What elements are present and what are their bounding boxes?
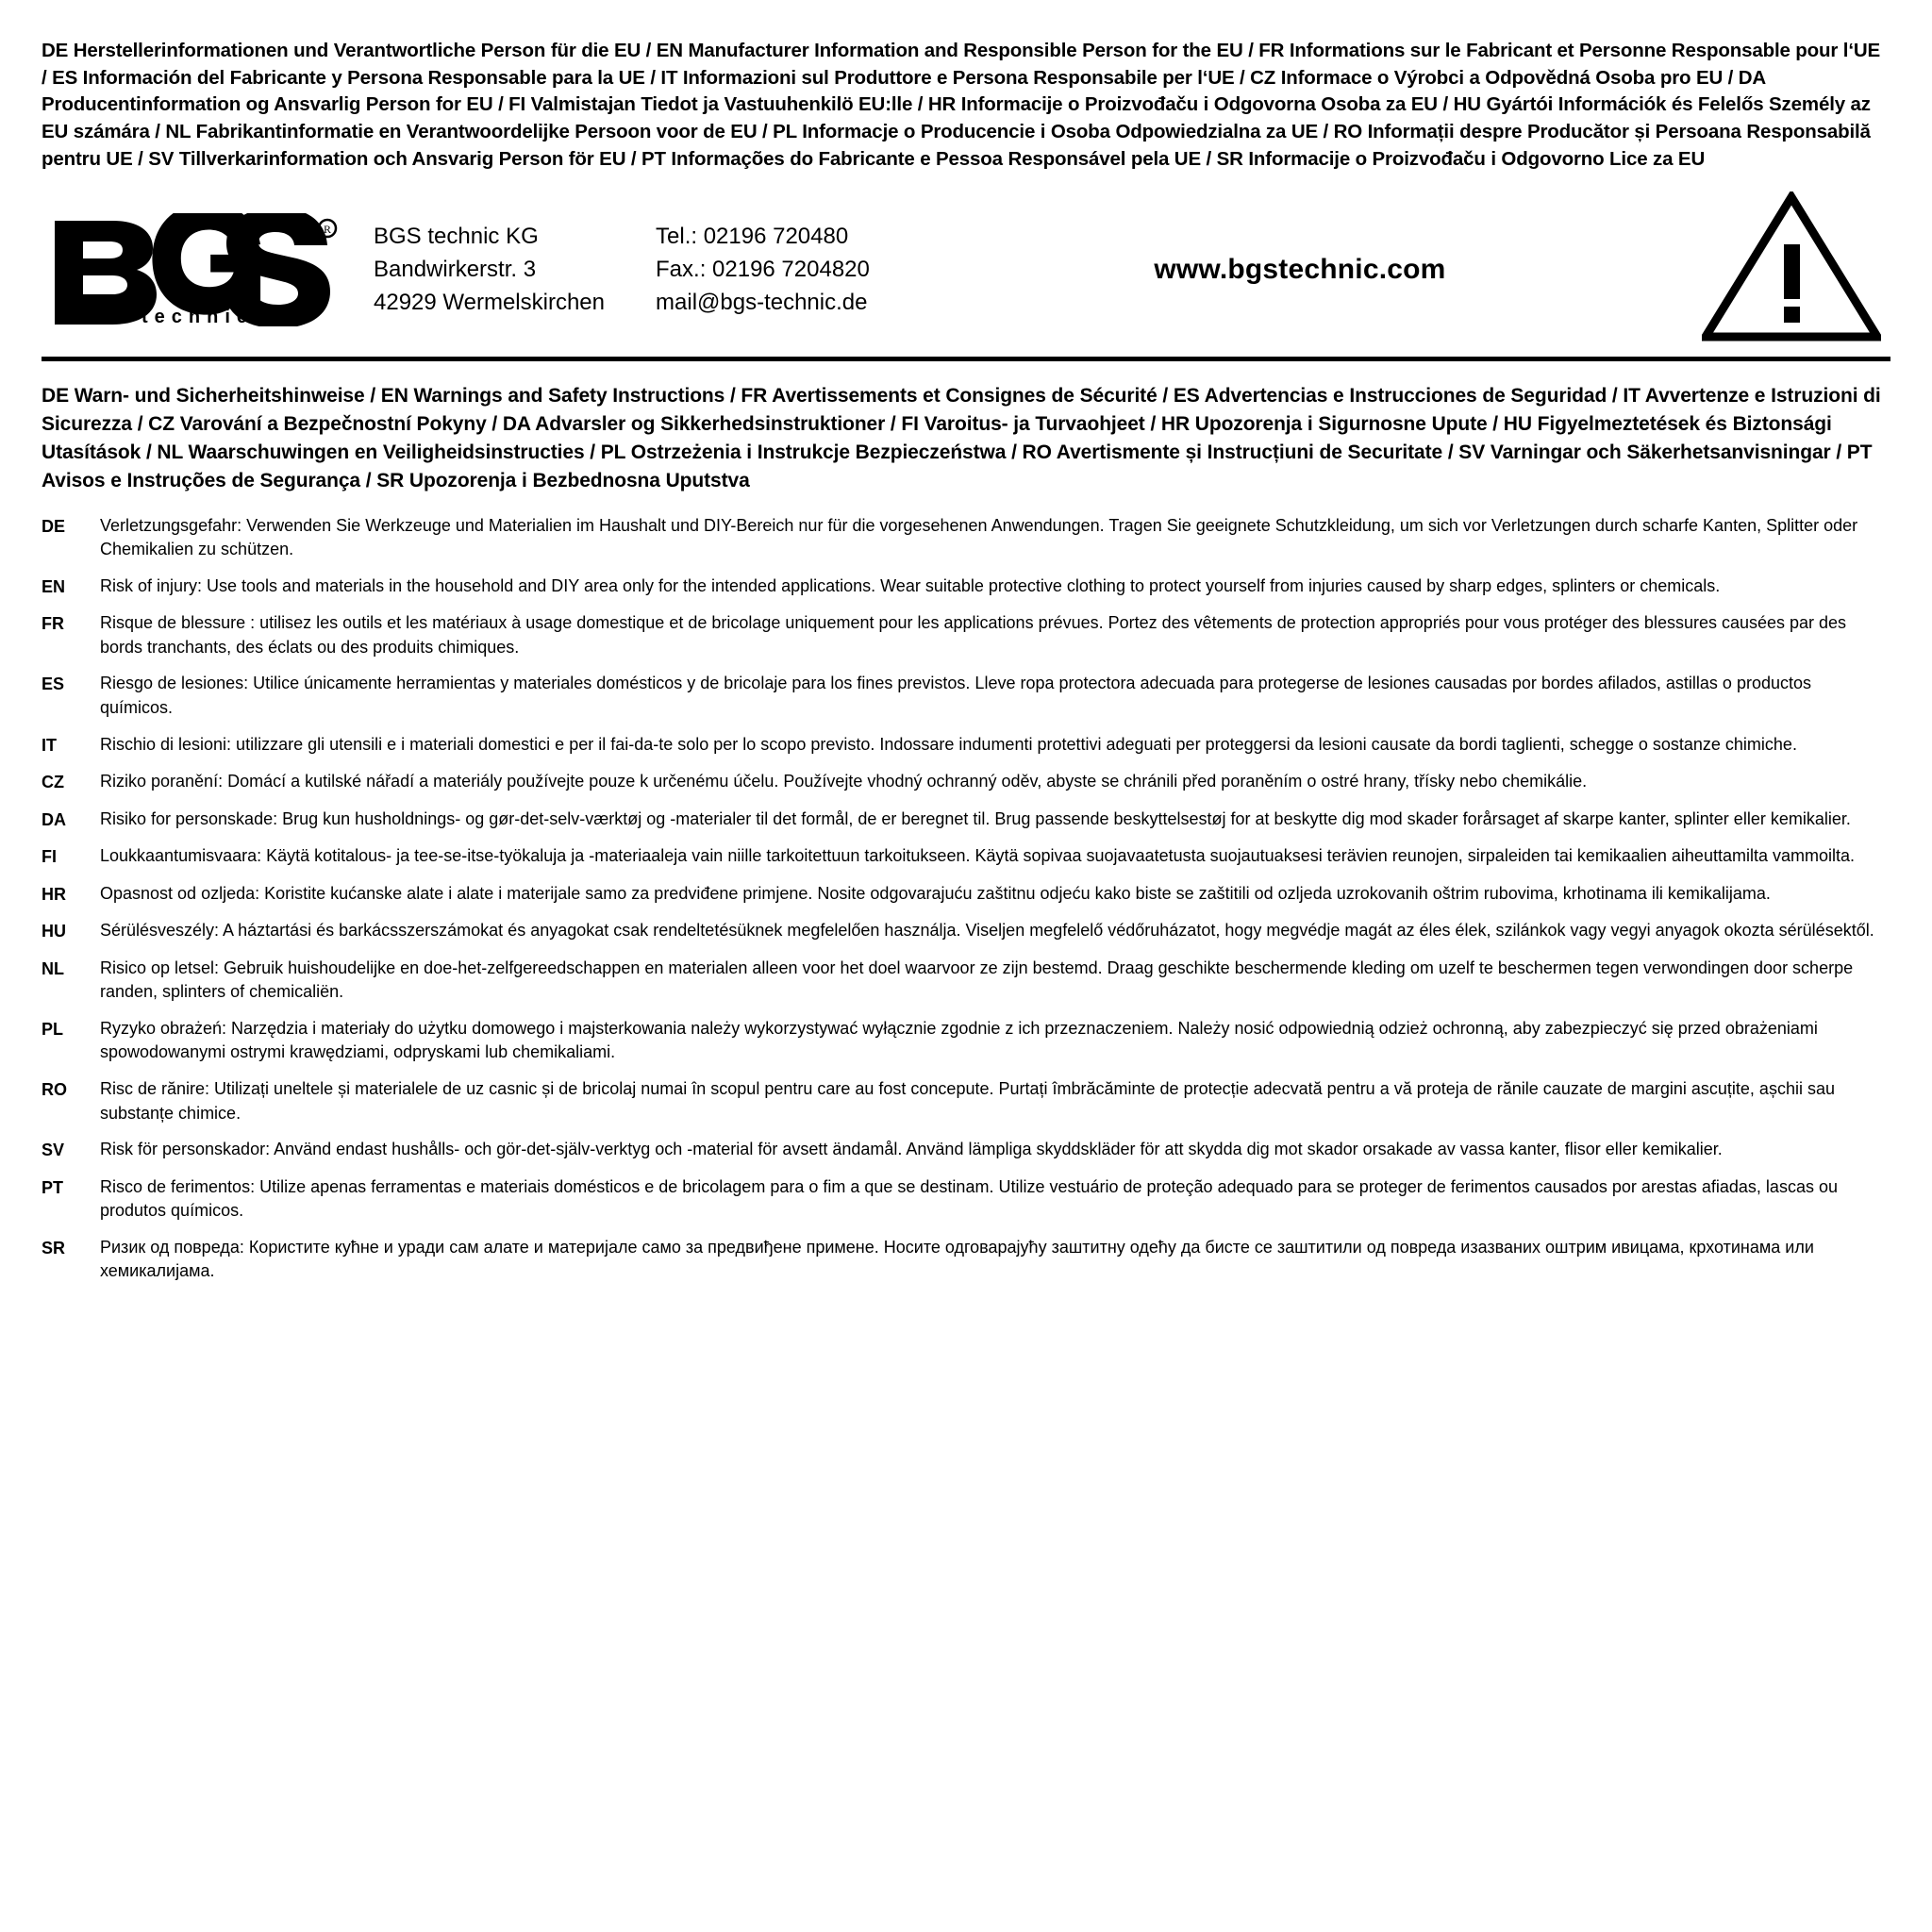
document-title: DE Herstellerinformationen und Verantwortliche Person für die EU / EN Manufacturer Information and Responsible Person for the EU / FR Informations sur le Fabricant et Personne Responsable pour l‘UE / ES Información del Fabricante y Persona Responsable para la UE / IT Informazioni sul Produttore e Persona Responsabile per l‘UE / CZ Informace o Výrobci a Odpovědná Osoba pro EU / DA Producentinformation og Ansvarlig Person for EU / FI Valmistajan Tiedot ja Vastuuhenkilö EU:lle / HR Informacije o Proizvođaču i Odgovorna Osoba za EU / HU Gyártói Információk és Felelős Személy az EU számára / NL Fabrikantinformatie en Verantwoordelijke Persoon voor de EU / PL Informacje o Producencie i Osoba Odpowiedzialna za UE / RO Informații despre Producător și Persoana Responsabilă pentru UE / SV Tillverkarinformation och Ansvarig Person för EU / PT Informações do Fabricante e Pessoa Responsável pela UE / SR Informacije o Proizvođaču i Odgovorno Lice za EU: [42, 40, 1881, 170]
list-item: [42, 1077, 1890, 1125]
list-item: [42, 808, 1890, 833]
list-item: [42, 882, 1890, 908]
language-code: PL: [42, 1019, 64, 1039]
list-item: [42, 1017, 1890, 1065]
language-code: EN: [42, 576, 66, 596]
list-item: [42, 1175, 1890, 1224]
company-name: BGS technic KG: [374, 224, 539, 250]
list-item: [42, 1138, 1890, 1163]
instructions-list: [42, 514, 1890, 1284]
warnings-heading: DE Warn- und Sicherheitshinweise / EN Warnings and Safety Instructions / FR Avertissements et Consignes de Sécurité / ES Advertencias e Instrucciones de Seguridad / IT Avvertenze e Istruzioni di Sicurezza / CZ Varování a Bezpečnostní Pokyny / DA Advarsler og Sikkerhedsinstruktioner / FI Varoitus- ja Turvaohjeet / HR Upozorenja i Sigurnosne Upute / HU Figyelmeztetések és Biztonsági Utasítások / NL Waarschuwingen en Veiligheidsinstructies / PL Ostrzeżenia i Instrukcje Bezpieczeństwa / RO Avertismente și Instrucțiuni de Securitate / SV Varningar och Säkerhetsanvisningar / PT Avisos e Instruções de Segurança / SR Upozorenja i Bezbednosna Uputstva: [42, 385, 1881, 491]
language-text: Rischio di lesioni: utilizzare gli utensili e i materiali domestici e per il fai-da-te solo per lo scopo previsto. Indossare indumenti protettivi adeguati per proteggersi da lesioni causate da bordi taglienti, schegge o sostanze chimiche.: [100, 734, 1797, 754]
language-text: Ryzyko obrażeń: Narzędzia i materiały do użytku domowego i majsterkowania należy wykorzystywać wyłącznie zgodnie z ich przeznaczeniem. Należy nosić odpowiednią odzież ochronną, aby zabezpieczyć się przed obrażeniami spowodowanymi ostrymi krawędziami, odpryskami lub chemikaliami.: [100, 1018, 1818, 1062]
language-text: Risk of injury: Use tools and materials in the household and DIY area only for the intended applications. Wear suitable protective clothing to protect yourself from injuries caused by sharp edges, splinters or chemicals.: [100, 575, 1721, 595]
language-text: Risque de blessure : utilisez les outils et les matériaux à usage domestique et de bricolage uniquement pour les applications prévues. Portez des vêtements de protection appropriés pour vous protéger des blessures causées par des bords tranchants, des éclats ou des produits chimiques.: [100, 613, 1847, 657]
language-text: Loukkaantumisvaara: Käytä kotitalous- ja tee-se-itse-työkaluja ja -materiaaleja vain niille tarkoitettuun tarkoitukseen. Käytä sopivaa suojavaatetusta suojautuaksesi terävien reunojen, sirpaleiden tai kemikaalien aiheuttamilta vammoilta.: [100, 846, 1855, 866]
language-text: Sérülésveszély: A háztartási és barkácsszerszámokat és anyagokat csak rendeltetésüknek megfelelően használja. Viseljen megfelelő védőruházatot, hogy megvédje magát az éles élek, szilánkok vagy vegyi anyagok okozta sérülésektől.: [100, 921, 1874, 941]
language-code: FR: [42, 614, 64, 634]
svg-text:technic: technic: [142, 306, 255, 326]
language-text: Risk för personskador: Använd endast hushålls- och gör-det-själv-verktyg och -material för avsett ändamål. Använd lämpliga skyddskläder för att skydda dig mot skador orsakade av vassa kanter, flisor eller kemikalier.: [100, 1140, 1723, 1159]
list-item: [42, 514, 1890, 562]
company-street: Bandwirkerstr. 3: [374, 257, 537, 283]
list-item: [42, 844, 1890, 870]
language-code: DE: [42, 516, 66, 536]
svg-text:R: R: [323, 222, 332, 236]
language-text: Risiko for personskade: Brug kun husholdnings- og gør-det-selv-værktøj og -materialer til det formål, de er beregnet til. Brug passende beskyttelsestøj for at beskytte dig mod skader forårsaget af skarpe kanter, splinter eller kemikalier.: [100, 808, 1851, 828]
language-text: Riesgo de lesiones: Utilice únicamente herramientas y materiales domésticos y de bricolaje para los fines previstos. Lleve ropa protectora adecuada para protegerse de lesiones causadas por bordes afilados, astillas o productos químicos.: [100, 674, 1811, 717]
bgs-logo: [42, 213, 358, 326]
list-item: [42, 919, 1890, 944]
language-code: DA: [42, 809, 66, 829]
language-text: Risco de ferimentos: Utilize apenas ferramentas e materiais domésticos e de bricolagem para o fim a que se destinam. Utilize vestuário de proteção adequado para se proteger de ferimentos causados por arestas afiadas, lascas ou produtos químicos.: [100, 1176, 1838, 1221]
company-fax: Fax.: 02196 7204820: [656, 257, 870, 283]
language-code: CZ: [42, 773, 64, 792]
company-contact: [605, 220, 870, 319]
language-code: PT: [42, 1177, 64, 1197]
company-phone: Tel.: 02196 720480: [656, 224, 849, 250]
language-code: FI: [42, 847, 57, 867]
language-text: Ризик од повреда: Користите кућне и уради сам алате и материјале само за предвиђене примене. Носите одговарајућу заштитну одећу да бисте се заштитили од повреда изазваних оштрим ивицама, крхотинама или хемикалијама.: [100, 1237, 1814, 1281]
warning-triangle-icon: [1702, 192, 1890, 347]
list-item: [42, 733, 1890, 758]
language-text: Risc de rănire: Utilizați uneltele și materialele de uz casnic și de bricolaj numai în scopul pentru care au fost concepute. Purtați îmbrăcăminte de protecție adecvată pentru a vă proteja de rănile cauzate de margini ascuțite, așchii sau substanțe chimice.: [100, 1078, 1835, 1123]
list-item: [42, 1236, 1890, 1284]
company-email[interactable]: mail@bgs-technic.de: [656, 290, 868, 316]
language-text: Opasnost od ozljeda: Koristite kućanske alate i alate i materijale samo za predviđene primjene. Nosite odgovarajuću zaštitnu odjeću kako biste se zaštitili od ozljeda uzrokovanih oštrim rubovima, krhotinama ili kemikalijama.: [100, 883, 1771, 903]
language-text: Riziko poranění: Domácí a kutilské nářadí a materiály používejte pouze k určenému účelu. Používejte vhodný ochranný oděv, abyste se chránili před poraněním o ostré hrany, třísky nebo chemikálie.: [100, 772, 1588, 791]
language-code: SV: [42, 1141, 65, 1160]
language-code: HR: [42, 884, 66, 904]
language-code: ES: [42, 675, 65, 694]
language-text: Risico op letsel: Gebruik huishoudelijke en doe-het-zelfgereedschappen en materialen alleen voor het doel waarvoor ze zijn bestemd. Draag geschikte beschermende kleding om uzelf te beschermen tegen verwondingen door scherpe randen, splinters of chemicaliën.: [100, 958, 1854, 1002]
company-website[interactable]: www.bgstechnic.com: [1154, 253, 1446, 285]
list-item: [42, 770, 1890, 795]
language-text: Verletzungsgefahr: Verwenden Sie Werkzeuge und Materialien im Haushalt und DIY-Bereich nur für die vorgesehenen Anwendungen. Tragen Sie geeignete Schutzkleidung, um sich vor Verletzungen durch scharfe Kanten, Splitter oder Chemikalien zu schützen.: [100, 515, 1858, 559]
language-code: RO: [42, 1079, 67, 1099]
list-item: [42, 957, 1890, 1005]
language-code: NL: [42, 958, 64, 978]
language-code: HU: [42, 922, 66, 941]
company-address: [358, 220, 605, 319]
list-item: [42, 672, 1890, 720]
company-city: 42929 Wermelskirchen: [374, 290, 606, 316]
language-code: SR: [42, 1238, 66, 1257]
list-item: [42, 611, 1890, 659]
language-code: IT: [42, 735, 57, 755]
list-item: [42, 575, 1890, 600]
manufacturer-band: [42, 186, 1890, 361]
